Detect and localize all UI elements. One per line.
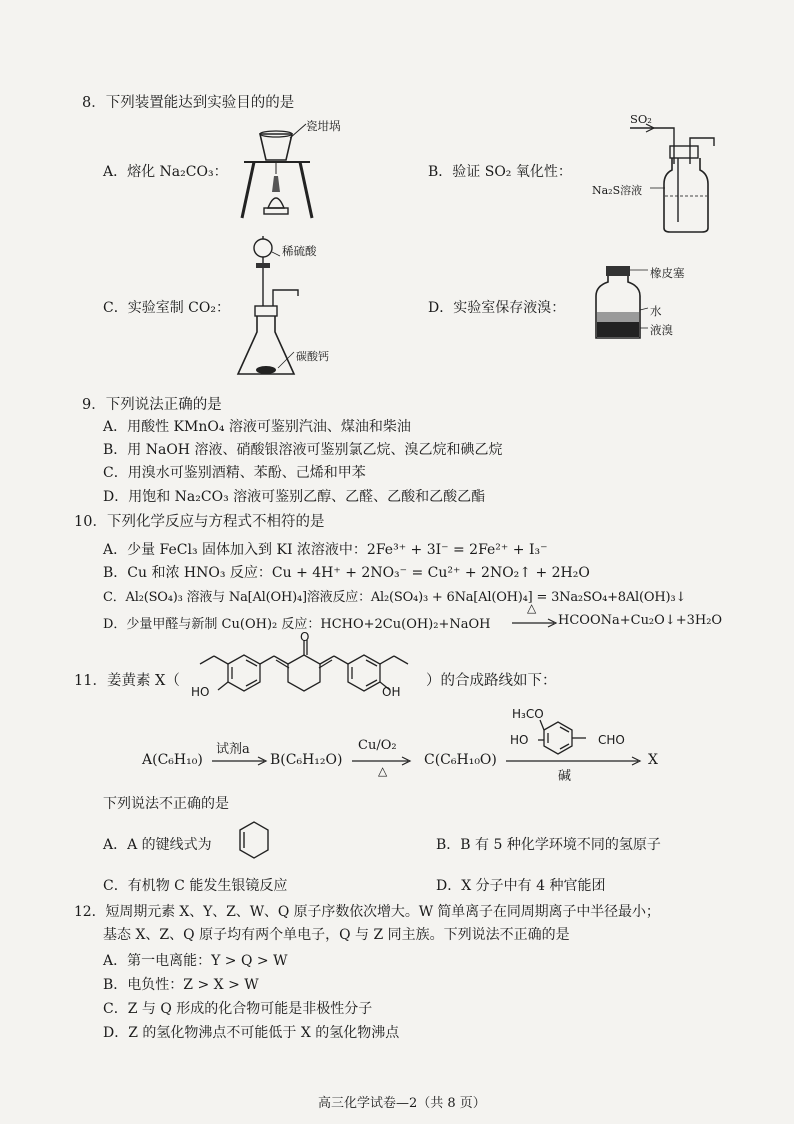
q10-option-c: C．Al₂(SO₄)₃ 溶液与 Na[Al(OH)₄]溶液反应：Al₂(SO₄)₃ + 6Na[Al(OH)₄] = 3Na₂SO₄+8Al(OH)₃↓ bbox=[103, 590, 687, 605]
q8-d-stopper-label: 橡皮塞 bbox=[650, 266, 685, 280]
route-reagent-a: 试剂a bbox=[216, 742, 250, 757]
q10-d-reaction-arrow bbox=[512, 619, 558, 627]
q8-d-water-label: 水 bbox=[650, 304, 662, 318]
cyclohexene-structure-figure bbox=[234, 818, 274, 864]
q9-option-b: B．用 NaOH 溶液、硝酸银溶液可鉴别氯乙烷、溴乙烷和碘乙烷 bbox=[103, 442, 503, 458]
q9-option-a: A．用酸性 KMnO₄ 溶液可鉴别汽油、煤油和柴油 bbox=[103, 419, 411, 435]
q9-stem: 9．下列说法正确的是 bbox=[82, 397, 222, 413]
route-cu-o2-condition: Cu/O₂ bbox=[358, 738, 397, 753]
q10-option-d-left: D．少量甲醛与新制 Cu(OH)₂ 反应：HCHO+2Cu(OH)₂+NaOH bbox=[103, 617, 491, 632]
q11-stem-right: ）的合成路线如下： bbox=[426, 673, 557, 689]
q12-stem-line2: 基态 X、Z、Q 原子均有两个单电子，Q 与 Z 同主族。下列说法不正确的是 bbox=[103, 927, 570, 943]
q12-option-b: B．电负性：Z > X > W bbox=[103, 977, 259, 993]
vanillin-methoxy: H₃CO bbox=[512, 707, 544, 721]
q8-b-gas-label: SO₂ bbox=[630, 112, 652, 126]
crucible-apparatus-figure bbox=[230, 118, 320, 228]
q11-stem-left: 11．姜黄素 X（ bbox=[74, 673, 180, 689]
q8-c-acid-label: 稀硫酸 bbox=[282, 244, 317, 258]
q8-option-a: A．熔化 Na₂CO₃： bbox=[103, 164, 228, 180]
q9-option-d: D．用饱和 Na₂CO₃ 溶液可鉴别乙醇、乙醛、乙酸和乙酸乙酯 bbox=[103, 489, 486, 505]
curcumin-carbonyl-oxygen: O bbox=[300, 630, 310, 644]
q10-option-b: B．Cu 和浓 HNO₃ 反应：Cu + 4H⁺ + 2NO₃⁻ = Cu²⁺ + 2NO₂↑ + 2H₂O bbox=[103, 565, 590, 581]
q11-option-d: D．X 分子中有 4 种官能团 bbox=[436, 878, 606, 894]
q11-option-c: C．有机物 C 能发生银镜反应 bbox=[103, 878, 288, 894]
q12-option-a: A．第一电离能：Y > Q > W bbox=[103, 953, 288, 969]
q8-stem: 8．下列装置能达到实验目的的是 bbox=[82, 95, 295, 111]
route-heat-condition: △ bbox=[378, 764, 388, 778]
gas-washing-bottle-figure bbox=[630, 124, 730, 236]
q8-c-solid-label: 碳酸钙 bbox=[296, 350, 329, 363]
route-arrow-1 bbox=[212, 757, 268, 765]
route-arrow-3 bbox=[506, 757, 642, 765]
route-product-x: X bbox=[648, 752, 658, 768]
q8-option-b: B．验证 SO₂ 氧化性： bbox=[428, 164, 572, 180]
q8-a-crucible-label: 瓷坩埚 bbox=[306, 119, 341, 133]
q11-sub-stem: 下列说法不正确的是 bbox=[103, 796, 229, 812]
q8-option-c: C．实验室制 CO₂： bbox=[103, 300, 230, 316]
vanillin-structure-figure bbox=[528, 716, 604, 760]
q10-stem: 10．下列化学反应与方程式不相符的是 bbox=[74, 514, 325, 530]
q8-option-d: D．实验室保存液溴： bbox=[428, 300, 566, 316]
curcumin-right-hydroxyl: OH bbox=[382, 685, 401, 699]
route-compound-b: B(C₆H₁₂O) bbox=[270, 752, 343, 768]
q8-d-bromine-label: 液溴 bbox=[650, 323, 673, 337]
q10-option-d-right: HCOONa+Cu₂O↓+3H₂O bbox=[558, 613, 723, 628]
q12-stem-line1: 12．短周期元素 X、Y、Z、W、Q 原子序数依次增大。W 简单离子在同周期离子中半径最小； bbox=[74, 904, 660, 920]
co2-generator-figure bbox=[236, 232, 316, 382]
q10-d-heat-condition: △ bbox=[527, 601, 537, 615]
vanillin-hydroxyl: HO bbox=[510, 733, 529, 747]
route-compound-a: A(C₆H₁₀) bbox=[142, 752, 203, 768]
page-footer: 高三化学试卷—2（共 8 页） bbox=[318, 1096, 486, 1111]
curcumin-left-hydroxyl: HO bbox=[191, 685, 210, 699]
q9-option-c: C．用溴水可鉴别酒精、苯酚、己烯和甲苯 bbox=[103, 465, 366, 481]
q11-option-a: A．A 的键线式为 bbox=[103, 837, 212, 853]
q11-option-b: B．B 有 5 种化学环境不同的氢原子 bbox=[436, 837, 661, 853]
bromine-storage-bottle-figure bbox=[590, 262, 650, 344]
q10-option-a: A．少量 FeCl₃ 固体加入到 KI 浓溶液中：2Fe³⁺ + 3I⁻ = 2Fe²⁺ + I₃⁻ bbox=[103, 542, 548, 558]
route-compound-c: C(C₆H₁₀O) bbox=[424, 752, 497, 768]
q12-option-c: C．Z 与 Q 形成的化合物可能是非极性分子 bbox=[103, 1001, 373, 1017]
route-base-condition: 碱 bbox=[558, 769, 572, 784]
vanillin-aldehyde-group: CHO bbox=[598, 733, 625, 747]
q8-b-solution-label: Na₂S溶液 bbox=[592, 184, 643, 197]
q12-option-d: D．Z 的氢化物沸点不可能低于 X 的氢化物沸点 bbox=[103, 1025, 400, 1041]
